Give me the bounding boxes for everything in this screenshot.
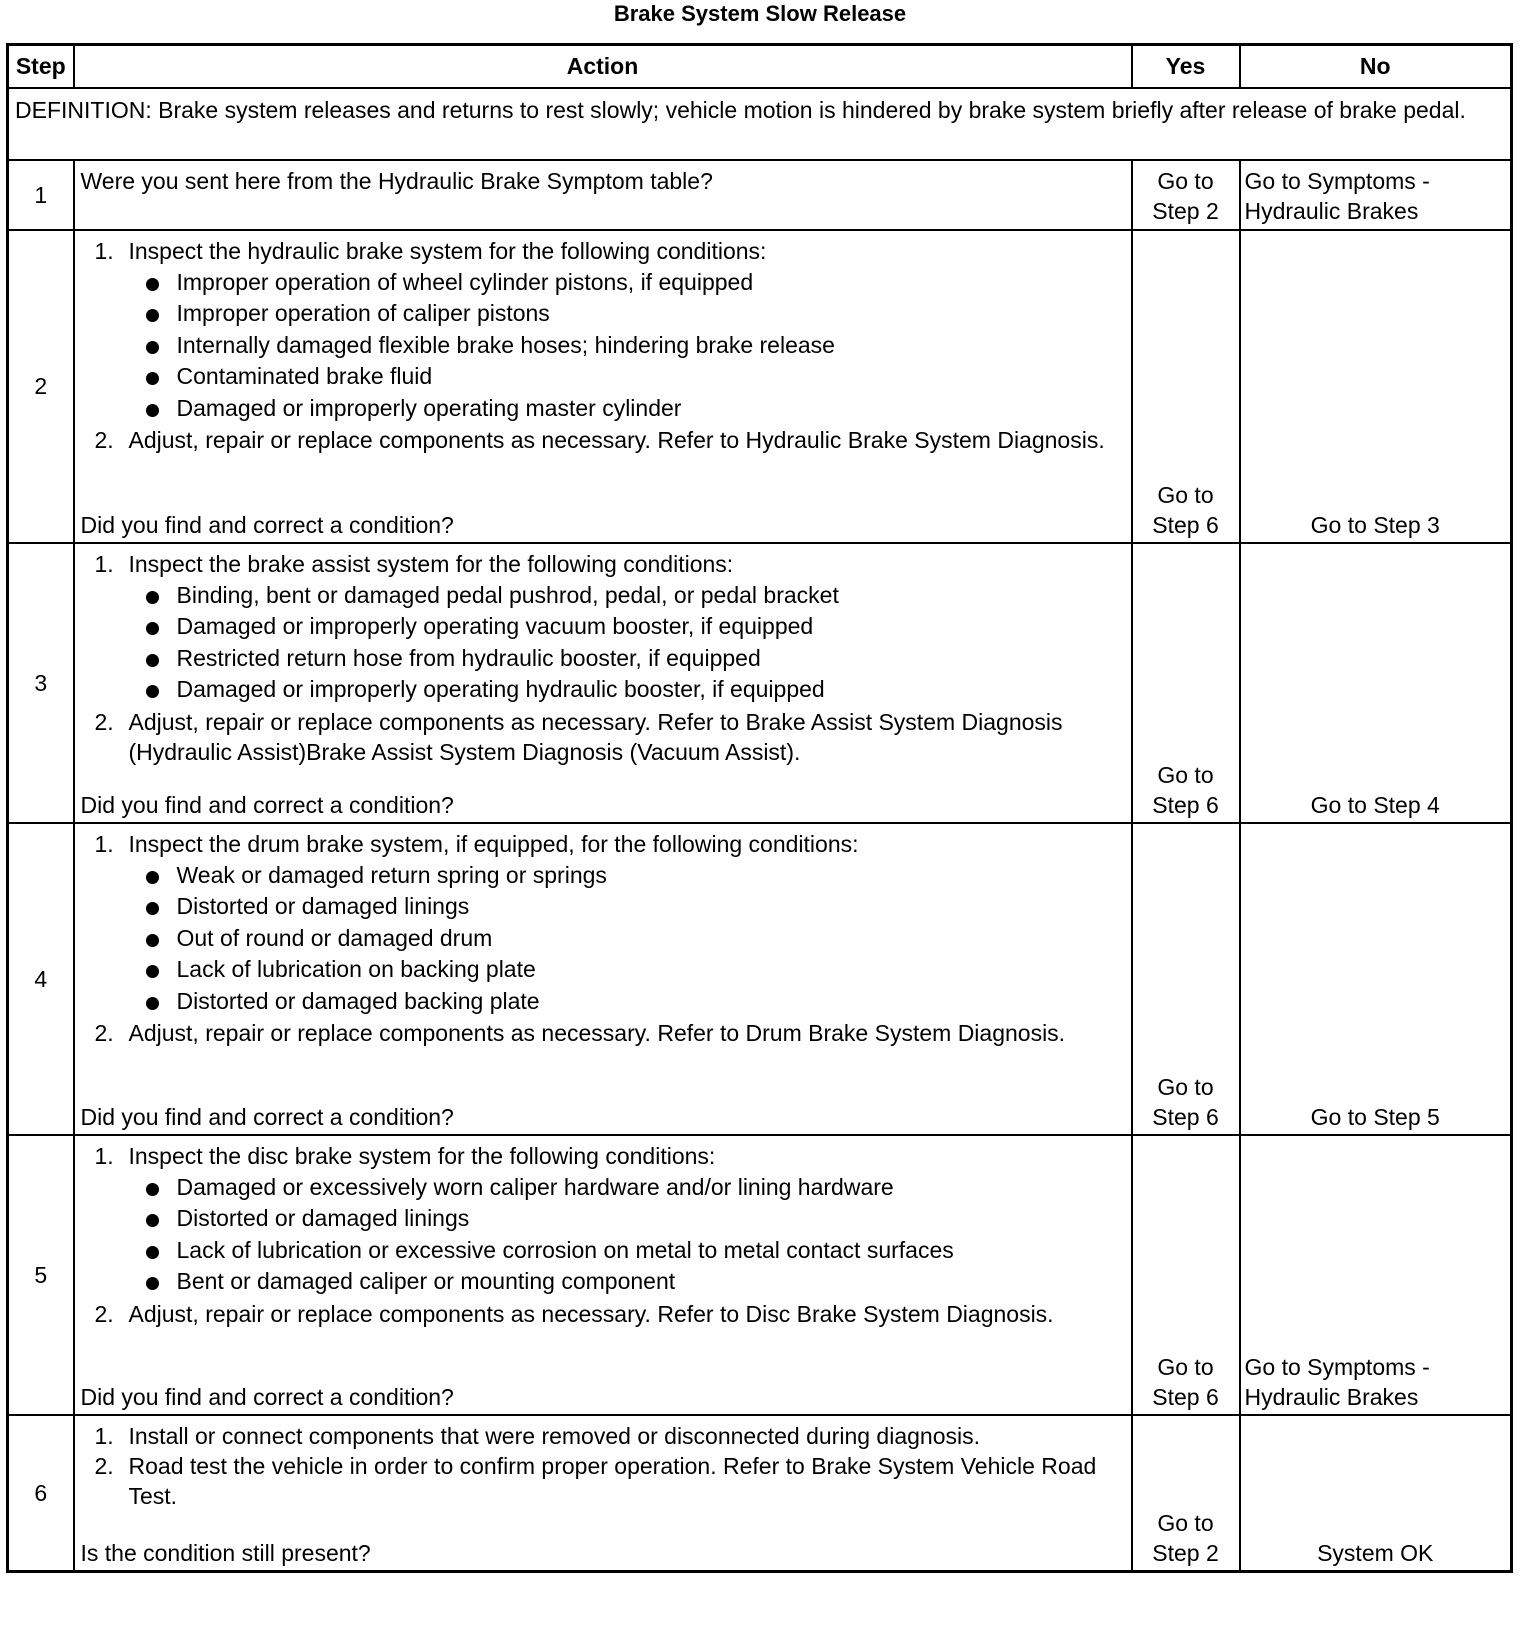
yes-outcome: Go to Step 6 xyxy=(1152,761,1219,818)
condition-text: Weak or damaged return spring or springs xyxy=(176,861,607,888)
condition-item xyxy=(129,361,1125,393)
no-outcome: Go to Symptoms - Hydraulic Brakes xyxy=(1244,1353,1430,1410)
yes-content xyxy=(1137,1141,1235,1412)
condition-item xyxy=(129,298,1125,330)
action-content xyxy=(81,1421,1125,1568)
no-content xyxy=(1245,1421,1507,1568)
bullet-icon xyxy=(146,934,159,947)
condition-text: Restricted return hose from hydraulic booster, if equipped xyxy=(176,644,761,671)
bullet-icon xyxy=(146,309,159,322)
definition-row xyxy=(8,88,1512,160)
bullet-icon xyxy=(146,278,159,291)
step-text: Adjust, repair or replace components as necessary. Refer to Hydraulic Brake System Diagnosis. xyxy=(128,427,1105,453)
condition-list xyxy=(129,1172,1125,1298)
condition-text: Distorted or damaged linings xyxy=(176,893,470,919)
bullet-icon xyxy=(146,1214,159,1227)
definition-text: DEFINITION: Brake system releases and returns to rest slowly; vehicle motion is hindered by brake system briefly after release of brake pedal. xyxy=(8,88,1512,160)
condition-text: Damaged or improperly operating hydraulic booster, if equipped xyxy=(176,676,825,702)
condition-item xyxy=(129,330,1125,362)
step-text: Adjust, repair or replace components as necessary. Refer to Disc Brake System Diagnosis. xyxy=(128,1300,1054,1327)
action-step xyxy=(81,549,1125,706)
yes-content xyxy=(1137,236,1235,540)
bullet-icon xyxy=(146,341,159,354)
condition-text: Distorted or damaged backing plate xyxy=(176,987,540,1014)
step-index: 2. xyxy=(94,708,114,735)
action-steps xyxy=(81,1421,1125,1511)
header-step: Step xyxy=(8,45,74,88)
condition-text: Bent or damaged caliper or mounting component xyxy=(176,1268,676,1294)
yes-cell xyxy=(1132,160,1240,230)
action-step xyxy=(81,1018,1125,1048)
action-content xyxy=(81,166,1125,227)
action-step xyxy=(81,707,1125,767)
action-cell xyxy=(74,1415,1132,1572)
condition-text: Lack of lubrication or excessive corrosion on metal to metal contact surfaces xyxy=(176,1236,954,1263)
condition-text: Distorted or damaged linings xyxy=(176,1205,470,1231)
bullet-icon xyxy=(146,372,159,385)
step-index: 1. xyxy=(94,1422,114,1449)
condition-item xyxy=(129,643,1125,675)
step-row xyxy=(8,160,1512,230)
step-row xyxy=(8,1415,1512,1572)
action-steps xyxy=(81,549,1125,767)
step-number: 2 xyxy=(8,230,74,543)
action-question: Did you find and correct a condition? xyxy=(80,1103,454,1130)
action-content xyxy=(81,549,1125,820)
step-number: 1 xyxy=(8,160,74,230)
condition-list xyxy=(129,267,1125,425)
step-row xyxy=(8,823,1512,1135)
yes-content xyxy=(1137,1421,1235,1568)
condition-item xyxy=(129,986,1125,1018)
action-cell xyxy=(74,230,1132,543)
step-text: Adjust, repair or replace components as necessary. Refer to Brake Assist System Diagnosis (Hydraulic Assist)Brake Assist System Diagnosis (Vacuum Assist). xyxy=(128,708,1063,765)
condition-list xyxy=(129,580,1125,706)
step-index: 1. xyxy=(94,550,114,577)
bullet-icon xyxy=(146,902,159,915)
action-step xyxy=(81,829,1125,1018)
no-cell xyxy=(1240,823,1512,1135)
condition-item xyxy=(129,1266,1125,1298)
condition-item xyxy=(129,891,1125,923)
no-outcome: System OK xyxy=(1317,1539,1434,1566)
step-index: 2. xyxy=(94,1452,114,1479)
bullet-icon xyxy=(146,871,159,884)
yes-cell xyxy=(1132,1135,1240,1415)
action-steps xyxy=(81,829,1125,1049)
step-index: 1. xyxy=(94,1142,114,1169)
yes-cell xyxy=(1132,823,1240,1135)
condition-text: Improper operation of wheel cylinder pistons, if equipped xyxy=(176,268,754,295)
bullet-icon xyxy=(146,622,159,635)
action-steps xyxy=(81,1141,1125,1329)
step-text: Inspect the drum brake system, if equipped, for the following conditions: xyxy=(128,830,859,857)
action-question: Did you find and correct a condition? xyxy=(80,791,454,818)
bullet-icon xyxy=(146,685,159,698)
no-content xyxy=(1245,236,1507,540)
no-content xyxy=(1245,1141,1507,1412)
no-content xyxy=(1245,166,1507,227)
action-question: Did you find and correct a condition? xyxy=(80,1383,454,1410)
condition-text: Out of round or damaged drum xyxy=(176,924,493,951)
bullet-icon xyxy=(146,591,159,604)
yes-outcome: Go to Step 6 xyxy=(1152,481,1219,538)
yes-cell xyxy=(1132,1415,1240,1572)
action-content xyxy=(81,236,1125,540)
step-text: Road test the vehicle in order to confirm proper operation. Refer to Brake System Vehicle Road Test. xyxy=(128,1452,1097,1509)
diagnostic-table xyxy=(6,43,1513,1573)
no-outcome: Go to Symptoms - Hydraulic Brakes xyxy=(1244,167,1430,224)
step-text: Inspect the brake assist system for the following conditions: xyxy=(128,550,734,577)
bullet-icon xyxy=(146,965,159,978)
condition-item xyxy=(129,1203,1125,1235)
condition-item xyxy=(129,611,1125,643)
action-cell xyxy=(74,160,1132,230)
condition-text: Internally damaged flexible brake hoses; hindering brake release xyxy=(176,331,835,358)
action-steps xyxy=(81,236,1125,456)
page-title: Brake System Slow Release xyxy=(613,1,907,26)
condition-item xyxy=(129,1235,1125,1267)
step-row xyxy=(8,543,1512,823)
no-outcome: Go to Step 4 xyxy=(1310,791,1440,818)
bullet-icon xyxy=(146,654,159,667)
action-step xyxy=(81,236,1125,425)
no-content xyxy=(1245,829,1507,1132)
condition-item xyxy=(129,580,1125,612)
step-index: 2. xyxy=(94,1020,114,1046)
step-row xyxy=(8,1135,1512,1415)
step-index: 1. xyxy=(94,237,114,264)
condition-text: Damaged or excessively worn caliper hardware and/or lining hardware xyxy=(176,1173,894,1200)
step-index: 1. xyxy=(94,830,114,857)
yes-content xyxy=(1137,549,1235,820)
yes-cell xyxy=(1132,543,1240,823)
table-header-row xyxy=(8,45,1512,88)
bullet-icon xyxy=(146,1277,159,1290)
header-yes: Yes xyxy=(1132,45,1240,88)
action-cell xyxy=(74,1135,1132,1415)
yes-outcome: Go to Step 2 xyxy=(1152,167,1219,224)
condition-item xyxy=(129,860,1125,892)
step-text: Install or connect components that were removed or disconnected during diagnosis. xyxy=(128,1422,980,1449)
step-index: 2. xyxy=(94,1300,114,1327)
action-question: Were you sent here from the Hydraulic Brake Symptom table? xyxy=(80,167,713,194)
step-text: Adjust, repair or replace components as necessary. Refer to Drum Brake System Diagnosis. xyxy=(128,1020,1066,1046)
condition-text: Binding, bent or damaged pedal pushrod, pedal, or pedal bracket xyxy=(176,581,839,608)
yes-content xyxy=(1137,829,1235,1132)
action-step xyxy=(81,425,1125,455)
step-index: 2. xyxy=(94,427,114,453)
no-cell xyxy=(1240,160,1512,230)
step-number: 3 xyxy=(8,543,74,823)
step-number: 4 xyxy=(8,823,74,1135)
step-text: Inspect the hydraulic brake system for the following conditions: xyxy=(128,237,767,264)
condition-text: Contaminated brake fluid xyxy=(176,363,433,389)
action-question: Is the condition still present? xyxy=(80,1539,371,1566)
header-action: Action xyxy=(74,45,1132,88)
yes-outcome: Go to Step 6 xyxy=(1152,1353,1219,1410)
step-number: 5 xyxy=(8,1135,74,1415)
condition-item xyxy=(129,267,1125,299)
no-content xyxy=(1245,549,1507,820)
action-cell xyxy=(74,543,1132,823)
yes-cell xyxy=(1132,230,1240,543)
action-content xyxy=(81,1141,1125,1412)
condition-item xyxy=(129,923,1125,955)
bullet-icon xyxy=(146,997,159,1010)
yes-outcome: Go to Step 2 xyxy=(1152,1509,1219,1566)
step-row xyxy=(8,230,1512,543)
condition-item xyxy=(129,1172,1125,1204)
no-cell xyxy=(1240,543,1512,823)
condition-item xyxy=(129,393,1125,425)
yes-outcome: Go to Step 6 xyxy=(1152,1073,1219,1130)
action-content xyxy=(81,829,1125,1132)
action-step xyxy=(81,1141,1125,1298)
yes-content xyxy=(1137,166,1235,227)
no-cell xyxy=(1240,1135,1512,1415)
step-number: 6 xyxy=(8,1415,74,1572)
action-cell xyxy=(74,823,1132,1135)
bullet-icon xyxy=(146,404,159,417)
condition-text: Improper operation of caliper pistons xyxy=(176,300,550,326)
action-step xyxy=(81,1421,1125,1451)
no-cell xyxy=(1240,1415,1512,1572)
condition-list xyxy=(129,860,1125,1018)
condition-text: Damaged or improperly operating vacuum booster, if equipped xyxy=(176,613,814,639)
action-question: Did you find and correct a condition? xyxy=(80,511,454,538)
bullet-icon xyxy=(146,1246,159,1259)
action-step xyxy=(81,1299,1125,1329)
bullet-icon xyxy=(146,1183,159,1196)
condition-text: Lack of lubrication on backing plate xyxy=(176,956,536,982)
no-cell xyxy=(1240,230,1512,543)
condition-text: Damaged or improperly operating master cylinder xyxy=(176,394,682,421)
step-text: Inspect the disc brake system for the following conditions: xyxy=(128,1142,716,1169)
condition-item xyxy=(129,954,1125,986)
header-no: No xyxy=(1240,45,1512,88)
condition-item xyxy=(129,674,1125,706)
action-step xyxy=(81,1451,1125,1511)
no-outcome: Go to Step 5 xyxy=(1310,1103,1440,1130)
no-outcome: Go to Step 3 xyxy=(1310,511,1440,538)
